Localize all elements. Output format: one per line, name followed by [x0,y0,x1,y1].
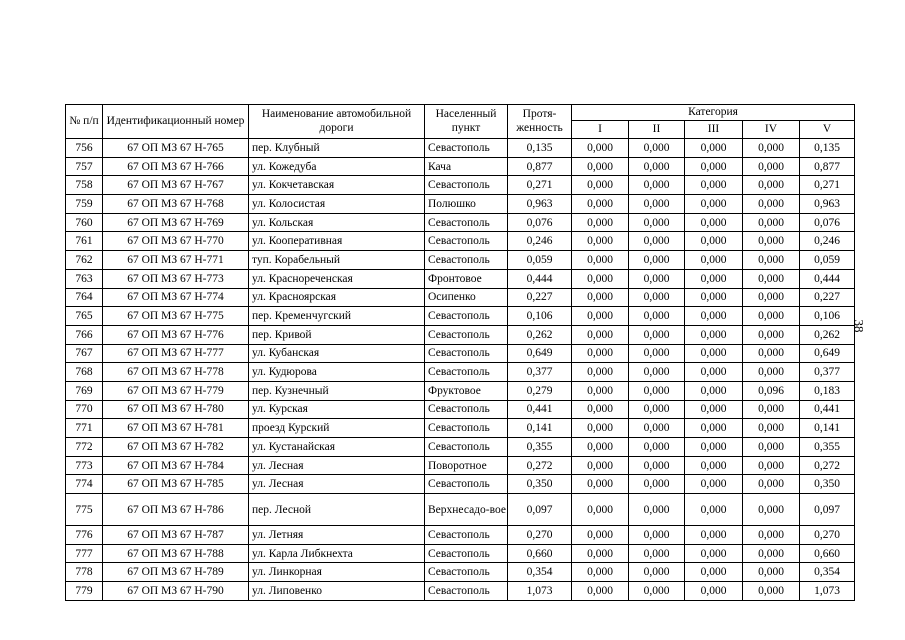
cell-category-2: 0,000 [629,325,685,344]
cell-category-3: 0,000 [685,195,743,214]
cell-id: 67 ОП МЗ 67 Н-782 [103,438,249,457]
cell-category-4: 0,000 [743,269,800,288]
table-row [66,344,855,363]
cell-category-2: 0,000 [629,195,685,214]
cell-id: 67 ОП МЗ 67 Н-766 [103,157,249,176]
cell-category-3: 0,000 [685,419,743,438]
cell-num: 776 [66,526,103,545]
cell-num: 778 [66,563,103,582]
cell-category-3: 0,000 [685,494,743,526]
cell-category-3: 0,000 [685,526,743,545]
cell-category-5: 0,963 [800,195,855,214]
cell-category-1: 0,000 [572,176,629,195]
cell-category-5: 0,354 [800,563,855,582]
cell-road-name: ул. Лесная [249,475,425,494]
cell-category-2: 0,000 [629,232,685,251]
cell-category-1: 0,000 [572,157,629,176]
cell-length: 0,135 [508,139,572,158]
cell-category-5: 0,246 [800,232,855,251]
cell-category-5: 0,076 [800,213,855,232]
cell-category-2: 0,000 [629,494,685,526]
table-row [66,176,855,195]
cell-category-4: 0,000 [743,475,800,494]
cell-road-name: ул. Кожедуба [249,157,425,176]
cell-length: 0,354 [508,563,572,582]
cell-category-5: 0,059 [800,251,855,270]
cell-category-2: 0,000 [629,307,685,326]
cell-category-1: 0,000 [572,232,629,251]
cell-category-1: 0,000 [572,494,629,526]
cell-category-1: 0,000 [572,563,629,582]
cell-category-1: 0,000 [572,419,629,438]
cell-road-name: пер. Кузнечный [249,381,425,400]
cell-category-3: 0,000 [685,475,743,494]
cell-num: 769 [66,381,103,400]
cell-locality: Севастополь [425,213,508,232]
cell-category-3: 0,000 [685,307,743,326]
cell-category-2: 0,000 [629,526,685,545]
cell-category-1: 0,000 [572,307,629,326]
table-body [66,139,855,601]
cell-category-3: 0,000 [685,157,743,176]
table-row [66,269,855,288]
table-row [66,251,855,270]
cell-category-1: 0,000 [572,251,629,270]
cell-id: 67 ОП МЗ 67 Н-787 [103,526,249,545]
cell-road-name: ул. Кольская [249,213,425,232]
cell-road-name: ул. Карла Либкнехта [249,544,425,563]
cell-locality: Севастополь [425,139,508,158]
cell-road-name: ул. Лесная [249,456,425,475]
cell-category-4: 0,000 [743,456,800,475]
cell-locality: Севастополь [425,563,508,582]
cell-locality: Севастополь [425,544,508,563]
cell-length: 0,660 [508,544,572,563]
cell-id: 67 ОП МЗ 67 Н-785 [103,475,249,494]
cell-road-name: ул. Линкорная [249,563,425,582]
cell-num: 758 [66,176,103,195]
table-row [66,195,855,214]
cell-num: 761 [66,232,103,251]
cell-category-1: 0,000 [572,526,629,545]
cell-category-1: 0,000 [572,195,629,214]
cell-locality: Севастополь [425,344,508,363]
cell-id: 67 ОП МЗ 67 Н-790 [103,582,249,601]
cell-locality: Севастополь [425,176,508,195]
table-row [66,419,855,438]
cell-num: 772 [66,438,103,457]
cell-category-4: 0,000 [743,213,800,232]
cell-length: 0,227 [508,288,572,307]
cell-road-name: ул. Кустанайская [249,438,425,457]
cell-num: 759 [66,195,103,214]
cell-road-name: пер. Кременчугский [249,307,425,326]
cell-road-name: ул. Краснореченская [249,269,425,288]
cell-category-2: 0,000 [629,563,685,582]
cell-locality: Полюшко [425,195,508,214]
cell-road-name: ул. Колосистая [249,195,425,214]
cell-category-1: 0,000 [572,363,629,382]
cell-category-2: 0,000 [629,288,685,307]
cell-locality: Севастополь [425,400,508,419]
cell-category-2: 0,000 [629,251,685,270]
cell-num: 777 [66,544,103,563]
cell-num: 757 [66,157,103,176]
cell-category-2: 0,000 [629,176,685,195]
cell-road-name: пер. Клубный [249,139,425,158]
cell-id: 67 ОП МЗ 67 Н-776 [103,325,249,344]
cell-num: 756 [66,139,103,158]
cell-category-2: 0,000 [629,438,685,457]
cell-category-3: 0,000 [685,213,743,232]
cell-locality: Севастополь [425,438,508,457]
cell-road-name: ул. Красноярская [249,288,425,307]
cell-category-3: 0,000 [685,325,743,344]
cell-category-3: 0,000 [685,251,743,270]
cell-category-2: 0,000 [629,419,685,438]
cell-length: 0,350 [508,475,572,494]
cell-category-3: 0,000 [685,438,743,457]
cell-length: 0,963 [508,195,572,214]
cell-category-1: 0,000 [572,544,629,563]
cell-id: 67 ОП МЗ 67 Н-780 [103,400,249,419]
roads-table [65,104,855,601]
cell-road-name: ул. Кокчетавская [249,176,425,195]
cell-category-4: 0,000 [743,288,800,307]
cell-road-name: ул. Кооперативная [249,232,425,251]
header-road-name: Наименование автомобильной дороги [249,105,425,139]
cell-id: 67 ОП МЗ 67 Н-789 [103,563,249,582]
cell-category-1: 0,000 [572,456,629,475]
cell-category-4: 0,000 [743,544,800,563]
cell-num: 762 [66,251,103,270]
cell-length: 0,106 [508,307,572,326]
cell-category-4: 0,000 [743,307,800,326]
cell-id: 67 ОП МЗ 67 Н-774 [103,288,249,307]
cell-category-5: 0,272 [800,456,855,475]
cell-id: 67 ОП МЗ 67 Н-771 [103,251,249,270]
header-category: Категория [572,105,855,121]
cell-category-2: 0,000 [629,213,685,232]
table-row [66,438,855,457]
table-row [66,139,855,158]
cell-num: 767 [66,344,103,363]
cell-category-3: 0,000 [685,400,743,419]
cell-num: 770 [66,400,103,419]
table-row [66,307,855,326]
cell-category-5: 0,097 [800,494,855,526]
table-row [66,232,855,251]
cell-length: 0,076 [508,213,572,232]
cell-category-3: 0,000 [685,269,743,288]
cell-category-5: 0,441 [800,400,855,419]
cell-id: 67 ОП МЗ 67 Н-767 [103,176,249,195]
cell-category-5: 0,262 [800,325,855,344]
table-row [66,288,855,307]
header-id: Идентификационный номер [103,105,249,139]
cell-category-4: 0,000 [743,176,800,195]
cell-category-2: 0,000 [629,544,685,563]
cell-category-1: 0,000 [572,139,629,158]
cell-id: 67 ОП МЗ 67 Н-784 [103,456,249,475]
cell-category-5: 0,183 [800,381,855,400]
table-row [66,544,855,563]
cell-locality: Поворотное [425,456,508,475]
cell-category-1: 0,000 [572,269,629,288]
cell-num: 766 [66,325,103,344]
header-cat-4: IV [743,121,800,139]
cell-num: 768 [66,363,103,382]
cell-category-4: 0,000 [743,582,800,601]
header-cat-2: II [629,121,685,139]
cell-category-3: 0,000 [685,563,743,582]
cell-category-2: 0,000 [629,400,685,419]
table-row [66,213,855,232]
cell-category-2: 0,000 [629,456,685,475]
cell-category-5: 0,649 [800,344,855,363]
cell-category-1: 0,000 [572,213,629,232]
cell-category-3: 0,000 [685,582,743,601]
table-row [66,363,855,382]
cell-category-2: 0,000 [629,157,685,176]
cell-category-5: 0,227 [800,288,855,307]
cell-category-2: 0,000 [629,139,685,158]
table-row [66,582,855,601]
cell-length: 0,272 [508,456,572,475]
cell-category-5: 1,073 [800,582,855,601]
cell-category-4: 0,000 [743,157,800,176]
cell-category-3: 0,000 [685,139,743,158]
cell-category-1: 0,000 [572,475,629,494]
cell-category-1: 0,000 [572,438,629,457]
cell-road-name: ул. Кудюрова [249,363,425,382]
table-row [66,400,855,419]
cell-length: 0,271 [508,176,572,195]
cell-category-5: 0,270 [800,526,855,545]
cell-locality: Севастополь [425,526,508,545]
cell-length: 1,073 [508,582,572,601]
cell-category-3: 0,000 [685,176,743,195]
table-row [66,526,855,545]
cell-road-name: ул. Курская [249,400,425,419]
cell-id: 67 ОП МЗ 67 Н-770 [103,232,249,251]
cell-category-4: 0,000 [743,139,800,158]
table-row [66,456,855,475]
cell-num: 773 [66,456,103,475]
cell-road-name: туп. Корабельный [249,251,425,270]
cell-locality: Осипенко [425,288,508,307]
cell-length: 0,141 [508,419,572,438]
cell-category-4: 0,000 [743,195,800,214]
cell-road-name: пер. Кривой [249,325,425,344]
cell-category-1: 0,000 [572,325,629,344]
cell-id: 67 ОП МЗ 67 Н-778 [103,363,249,382]
cell-length: 0,097 [508,494,572,526]
header-locality: Населенный пункт [425,105,508,139]
cell-id: 67 ОП МЗ 67 Н-777 [103,344,249,363]
cell-id: 67 ОП МЗ 67 Н-788 [103,544,249,563]
cell-num: 775 [66,494,103,526]
table-row [66,494,855,526]
cell-category-3: 0,000 [685,544,743,563]
cell-category-4: 0,000 [743,251,800,270]
cell-locality: Севастополь [425,582,508,601]
cell-locality: Севастополь [425,363,508,382]
cell-road-name: пер. Лесной [249,494,425,526]
cell-id: 67 ОП МЗ 67 Н-779 [103,381,249,400]
cell-category-5: 0,135 [800,139,855,158]
cell-category-4: 0,000 [743,438,800,457]
cell-locality: Севастополь [425,307,508,326]
cell-length: 0,377 [508,363,572,382]
table-row [66,325,855,344]
cell-category-1: 0,000 [572,582,629,601]
cell-locality: Фронтовое [425,269,508,288]
cell-id: 67 ОП МЗ 67 Н-773 [103,269,249,288]
cell-num: 765 [66,307,103,326]
cell-road-name: ул. Липовенко [249,582,425,601]
cell-locality: Севастополь [425,419,508,438]
cell-length: 0,262 [508,325,572,344]
cell-category-3: 0,000 [685,381,743,400]
cell-locality: Кача [425,157,508,176]
cell-category-5: 0,350 [800,475,855,494]
cell-locality: Севастополь [425,251,508,270]
cell-locality: Севастополь [425,475,508,494]
cell-category-3: 0,000 [685,288,743,307]
cell-category-1: 0,000 [572,344,629,363]
cell-length: 0,441 [508,400,572,419]
cell-category-4: 0,000 [743,363,800,382]
cell-length: 0,649 [508,344,572,363]
cell-category-3: 0,000 [685,456,743,475]
cell-category-3: 0,000 [685,363,743,382]
header-row [66,105,855,121]
cell-road-name: ул. Летняя [249,526,425,545]
cell-length: 0,270 [508,526,572,545]
cell-category-5: 0,355 [800,438,855,457]
cell-road-name: проезд Курский [249,419,425,438]
table-header [66,105,855,139]
cell-category-4: 0,096 [743,381,800,400]
cell-num: 774 [66,475,103,494]
cell-category-2: 0,000 [629,269,685,288]
table-row [66,475,855,494]
cell-category-5: 0,377 [800,363,855,382]
cell-category-2: 0,000 [629,363,685,382]
cell-num: 760 [66,213,103,232]
cell-category-4: 0,000 [743,563,800,582]
page-number: 38 [851,319,867,333]
cell-category-4: 0,000 [743,325,800,344]
header-cat-1: I [572,121,629,139]
cell-length: 0,279 [508,381,572,400]
cell-id: 67 ОП МЗ 67 Н-786 [103,494,249,526]
cell-category-5: 0,444 [800,269,855,288]
cell-category-2: 0,000 [629,475,685,494]
cell-length: 0,355 [508,438,572,457]
cell-locality: Севастополь [425,232,508,251]
cell-category-1: 0,000 [572,400,629,419]
header-num: № п/п [66,105,103,139]
cell-id: 67 ОП МЗ 67 Н-765 [103,139,249,158]
cell-num: 779 [66,582,103,601]
header-length: Протя-женность [508,105,572,139]
cell-category-2: 0,000 [629,582,685,601]
cell-category-1: 0,000 [572,288,629,307]
cell-length: 0,444 [508,269,572,288]
cell-category-1: 0,000 [572,381,629,400]
header-cat-3: III [685,121,743,139]
cell-category-2: 0,000 [629,381,685,400]
cell-category-4: 0,000 [743,419,800,438]
cell-category-3: 0,000 [685,232,743,251]
cell-num: 764 [66,288,103,307]
cell-category-5: 0,106 [800,307,855,326]
cell-road-name: ул. Кубанская [249,344,425,363]
cell-locality: Фруктовое [425,381,508,400]
cell-length: 0,059 [508,251,572,270]
cell-length: 0,877 [508,157,572,176]
header-cat-5: V [800,121,855,139]
cell-category-5: 0,141 [800,419,855,438]
cell-num: 763 [66,269,103,288]
cell-id: 67 ОП МЗ 67 Н-775 [103,307,249,326]
table-row [66,563,855,582]
table-row [66,381,855,400]
table-row [66,157,855,176]
cell-category-5: 0,271 [800,176,855,195]
cell-category-4: 0,000 [743,400,800,419]
cell-category-2: 0,000 [629,344,685,363]
cell-category-4: 0,000 [743,494,800,526]
cell-category-4: 0,000 [743,232,800,251]
cell-category-4: 0,000 [743,526,800,545]
cell-id: 67 ОП МЗ 67 Н-768 [103,195,249,214]
cell-length: 0,246 [508,232,572,251]
cell-category-5: 0,877 [800,157,855,176]
cell-num: 771 [66,419,103,438]
cell-category-3: 0,000 [685,344,743,363]
cell-locality: Севастополь [425,325,508,344]
cell-category-4: 0,000 [743,344,800,363]
cell-category-5: 0,660 [800,544,855,563]
cell-locality: Верхнесадо-вое [425,494,508,526]
cell-id: 67 ОП МЗ 67 Н-781 [103,419,249,438]
cell-id: 67 ОП МЗ 67 Н-769 [103,213,249,232]
